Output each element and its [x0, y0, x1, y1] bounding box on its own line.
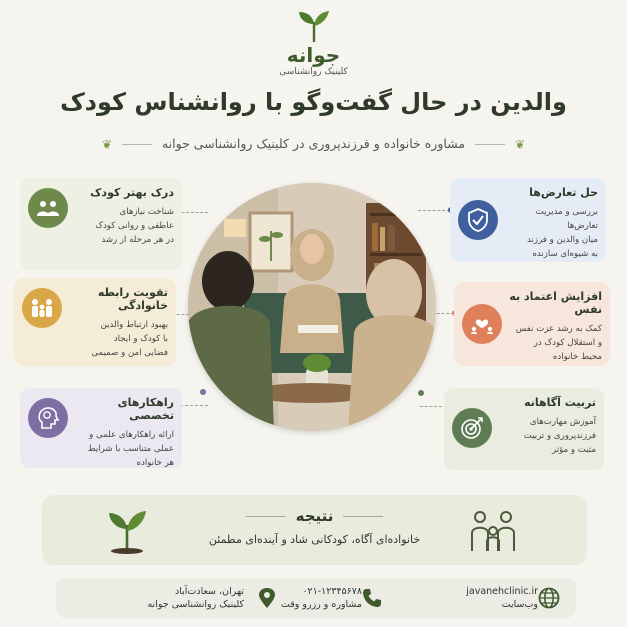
family-outline-icon	[468, 509, 518, 553]
sprout-logo-icon	[294, 8, 334, 44]
website-url[interactable]: javanehclinic.ir	[466, 586, 538, 597]
card-description: کمک به رشد عزت نفس و استقلال کودک در محیط خانواده	[515, 324, 602, 362]
card-title: راهکارهای تخصصی	[117, 396, 174, 422]
card-description: شناخت نیازهای عاطفی و روانی کودک در هر مرحله از رشد	[95, 207, 174, 245]
result-description: خانواده‌ای آگاه، کودکانی شاد و آینده‌ای مطمئن	[208, 533, 421, 546]
address-item	[56, 582, 276, 614]
address-line-2: کلینیک روانشناسی جوانه	[147, 599, 244, 610]
leaf-icon: ❦	[515, 137, 526, 152]
card-description: بهبود ارتباط والدین با کودک و ایجاد فضایی امن و صمیمی	[91, 320, 168, 358]
photo-illustration	[188, 183, 436, 431]
card-description: ارائه راهکارهای علمی و عملی متناسب با شرایط هر خانواده	[87, 430, 174, 468]
card-title: تقویت رابطه خانوادگی	[97, 286, 168, 312]
card-title: درک بهتر کودک	[90, 186, 174, 199]
website-item[interactable]	[430, 582, 570, 614]
heart-hands-icon	[462, 304, 502, 344]
result-panel	[42, 495, 587, 565]
phone-label: مشاوره و رزرو وقت	[280, 599, 362, 610]
card-title: حل تعارض‌ها	[529, 186, 598, 199]
globe-icon	[538, 587, 560, 609]
leaf-icon: ❦	[101, 137, 112, 152]
card-understand-child	[20, 178, 182, 270]
phone-icon	[362, 588, 382, 608]
phone-item[interactable]	[252, 582, 392, 614]
card-title: تربیت آگاهانه	[524, 396, 596, 409]
card-self-confidence	[454, 282, 610, 366]
shield-check-icon	[458, 200, 498, 240]
website-label: وب‌سایت	[501, 599, 538, 610]
card-mindful-parenting	[444, 388, 604, 470]
result-title: نتیجه	[42, 507, 587, 525]
brand-subtitle: کلینیک روانشناسی	[279, 67, 348, 77]
brand-name: جوانه	[286, 43, 341, 67]
page-title: والدین در حال گفت‌وگو با روانشناس کودک	[60, 88, 567, 116]
card-title: افزایش اعتماد به نفس	[509, 290, 602, 316]
page-subtitle-row	[0, 136, 627, 152]
phone-number[interactable]: ۰۲۱-۱۲۳۴۵۶۷۸	[302, 586, 362, 597]
card-family-bond	[14, 278, 176, 366]
card-expert-solutions	[20, 388, 182, 468]
card-description: بررسی و مدیریت تعارض‌ها میان والدین و فرزند به شیوه‌ای سازنده	[527, 207, 598, 259]
brain-head-icon	[28, 398, 68, 438]
card-resolve-conflicts	[450, 178, 606, 262]
counseling-session-photo	[188, 183, 436, 431]
target-icon	[452, 408, 492, 448]
clinic-logo	[0, 8, 627, 78]
address-line-1: تهران، سعادت‌آباد	[175, 586, 244, 597]
family-icon	[22, 288, 62, 328]
contact-footer	[56, 578, 576, 618]
page-subtitle: مشاوره خانواده و فرزندپروری در کلینیک روانشناسی جوانه	[161, 136, 466, 151]
people-talking-icon	[28, 188, 68, 228]
card-description: آموزش مهارت‌های فرزندپروری و تربیت مثبت و مؤثر	[523, 417, 596, 455]
